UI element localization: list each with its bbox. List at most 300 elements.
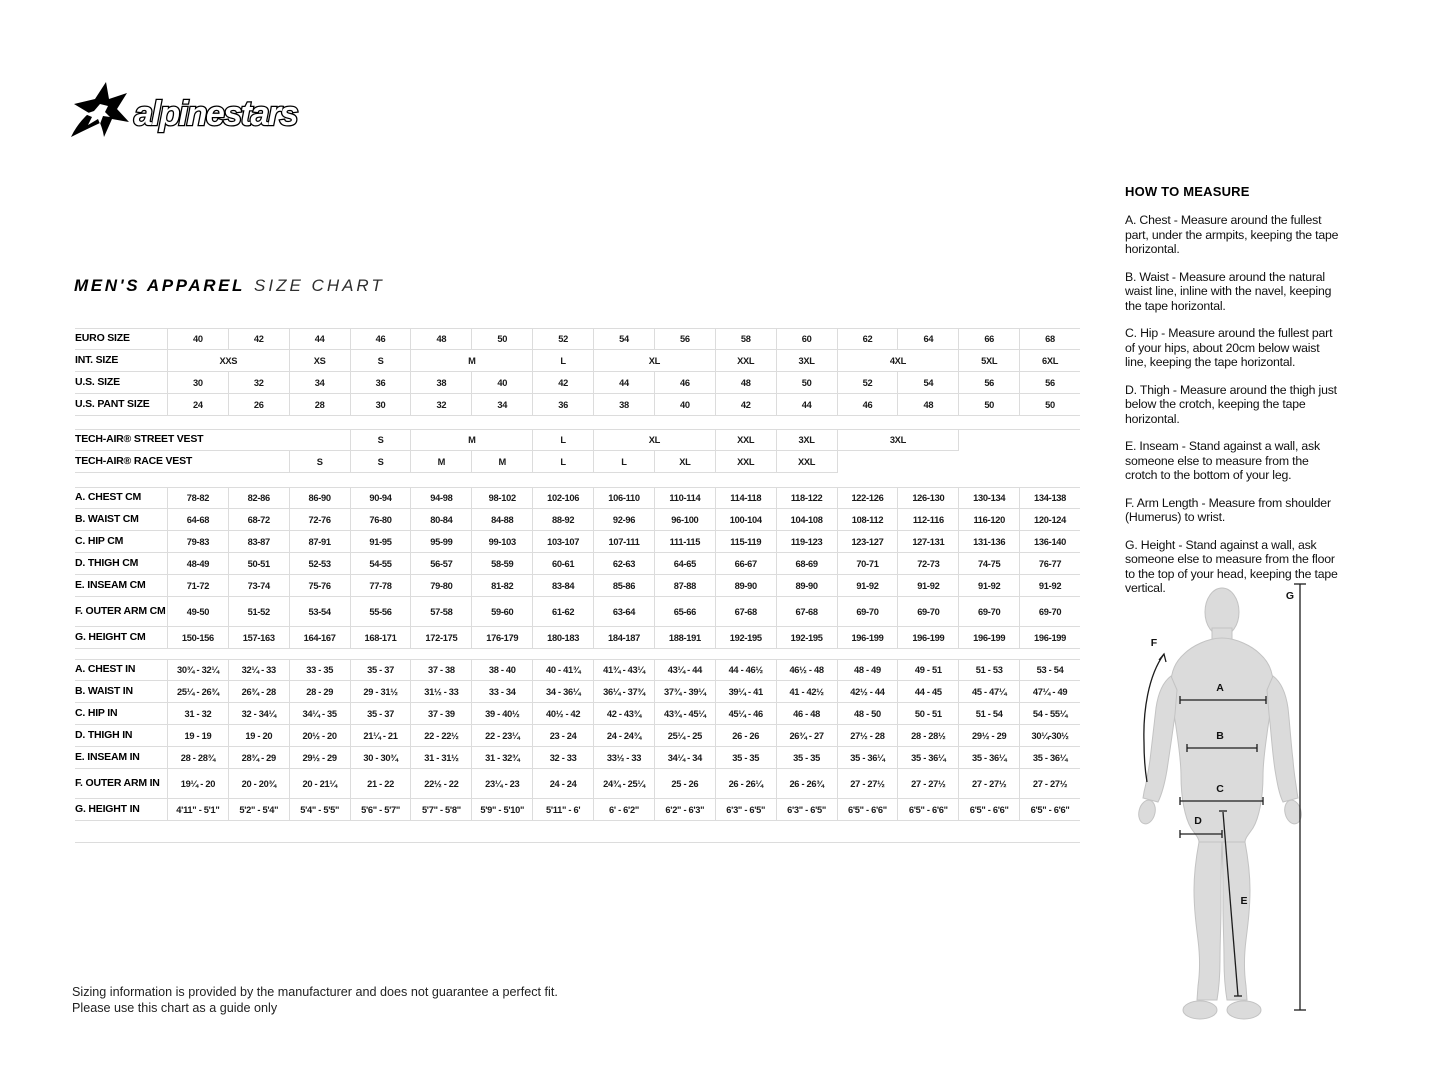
size-cell: 3XL: [837, 429, 959, 451]
table-row: [75, 509, 1080, 531]
size-cell: 23 - 24: [532, 725, 593, 747]
size-cell: 36¼ - 37¾: [593, 681, 654, 703]
size-cell: 21¼ - 21: [350, 725, 411, 747]
size-cell: 27 - 27½: [1019, 769, 1080, 799]
size-cell: 91-92: [958, 575, 1019, 597]
size-cell: XL: [654, 451, 715, 473]
row-label: G. HEIGHT CM: [75, 627, 167, 649]
size-cell: 41¾ - 43¼: [593, 659, 654, 681]
table-row: [75, 451, 1080, 473]
size-cell: 126-130: [897, 487, 958, 509]
size-cell: 4'11" - 5'1": [167, 799, 228, 821]
size-cell: 25¼ - 26¾: [167, 681, 228, 703]
size-cell: 65-66: [654, 597, 715, 627]
size-cell: 42: [532, 372, 593, 394]
size-cell: 87-88: [654, 575, 715, 597]
row-label: A. CHEST IN: [75, 659, 167, 681]
size-cell: 56: [1019, 372, 1080, 394]
size-cell: 38: [593, 394, 654, 416]
size-cell: 76-77: [1019, 553, 1080, 575]
size-cell: 6'3" - 6'5": [715, 799, 776, 821]
size-cell: 89-90: [715, 575, 776, 597]
size-cell: 40 - 41¾: [532, 659, 593, 681]
size-cell: 39 - 40½: [471, 703, 532, 725]
size-cell: 192-195: [776, 627, 837, 649]
size-cell: 29½ - 29: [289, 747, 350, 769]
size-cell: 5'7" - 5'8": [410, 799, 471, 821]
size-cell: 50: [958, 394, 1019, 416]
size-cell: 45 - 47¼: [958, 681, 1019, 703]
size-cell: 35 - 36¼: [897, 747, 958, 769]
size-cell: 157-163: [228, 627, 289, 649]
size-cell: 48: [410, 328, 471, 350]
size-cell: 19 - 19: [167, 725, 228, 747]
size-cell: 55-56: [350, 597, 411, 627]
size-cell: XS: [289, 350, 350, 372]
table-row: [75, 703, 1080, 725]
row-label: F. OUTER ARM IN: [75, 769, 167, 799]
size-cell: M: [471, 451, 532, 473]
size-cell: 196-199: [1019, 627, 1080, 649]
size-cell: 66-67: [715, 553, 776, 575]
size-cell: 46: [350, 328, 411, 350]
how-to-measure-panel: [1125, 184, 1341, 609]
row-label: A. CHEST CM: [75, 487, 167, 509]
measure-instruction-inseam: E. Inseam - Stand against a wall, ask someone else to measure from the crotch to the bottom of your leg.: [1125, 439, 1320, 482]
size-cell: 69-70: [958, 597, 1019, 627]
disclaimer-line1: Sizing information is provided by the manufacturer and does not guarantee a perfect fit.: [72, 985, 558, 999]
size-cell: 44 - 46½: [715, 659, 776, 681]
size-cell: 56: [654, 328, 715, 350]
size-cell: 36: [532, 394, 593, 416]
size-cell: 88-92: [532, 509, 593, 531]
size-cell: 116-120: [958, 509, 1019, 531]
size-cell: 6' - 6'2": [593, 799, 654, 821]
size-cell: 20½ - 20: [289, 725, 350, 747]
size-cell: 76-80: [350, 509, 411, 531]
size-cell: 28¾ - 29: [228, 747, 289, 769]
size-cell: 37 - 38: [410, 659, 471, 681]
size-cell: 68-69: [776, 553, 837, 575]
size-cell: 20 - 21¼: [289, 769, 350, 799]
label-hip: C: [1216, 783, 1224, 795]
size-cell: [167, 821, 1080, 843]
table-row: [75, 394, 1080, 416]
size-cell: 24 - 24¾: [593, 725, 654, 747]
size-table: [75, 328, 1080, 843]
size-cell: 47¼ - 49: [1019, 681, 1080, 703]
size-cell: 22 - 22½: [410, 725, 471, 747]
size-cell: 82-86: [228, 487, 289, 509]
size-cell: 34: [471, 394, 532, 416]
size-cell: 46 - 48: [776, 703, 837, 725]
size-cell: 5'11" - 6': [532, 799, 593, 821]
label-thigh: D: [1194, 815, 1202, 827]
size-cell: XXL: [715, 451, 776, 473]
size-cell: 41 - 42½: [776, 681, 837, 703]
size-cell: 24 - 24: [532, 769, 593, 799]
size-cell: 77-78: [350, 575, 411, 597]
table-row: [75, 429, 1080, 451]
size-cell: 34: [289, 372, 350, 394]
label-arm: F: [1150, 637, 1158, 649]
size-cell: 22½ - 22: [410, 769, 471, 799]
size-cell: 69-70: [897, 597, 958, 627]
row-label: E. INSEAM CM: [75, 575, 167, 597]
size-cell: 130-134: [958, 487, 1019, 509]
size-cell: 32: [228, 372, 289, 394]
size-cell: 58: [715, 328, 776, 350]
label-chest: A: [1216, 682, 1224, 694]
size-cell: 27 - 27½: [958, 769, 1019, 799]
table-row: [75, 769, 1080, 799]
size-cell: 51-52: [228, 597, 289, 627]
table-row: [75, 725, 1080, 747]
size-cell: 110-114: [654, 487, 715, 509]
size-cell: 81-82: [471, 575, 532, 597]
size-cell: 49 - 51: [897, 659, 958, 681]
table-row: [75, 821, 1080, 843]
size-cell: S: [350, 451, 411, 473]
size-cell: 48: [715, 372, 776, 394]
size-cell: 44 - 45: [897, 681, 958, 703]
size-cell: 106-110: [593, 487, 654, 509]
size-cell: 27 - 27½: [837, 769, 898, 799]
row-label: B. WAIST IN: [75, 681, 167, 703]
page-title: [74, 276, 385, 296]
row-label: D. THIGH CM: [75, 553, 167, 575]
size-cell: 33 - 34: [471, 681, 532, 703]
size-cell: 48 - 50: [837, 703, 898, 725]
size-cell: 20 - 20¾: [228, 769, 289, 799]
size-cell: 95-99: [410, 531, 471, 553]
size-cell: 35 - 36¼: [958, 747, 1019, 769]
size-cell: 54: [593, 328, 654, 350]
table-row: [75, 681, 1080, 703]
size-cell: 46½ - 48: [776, 659, 837, 681]
size-cell: 26¾ - 27: [776, 725, 837, 747]
size-cell: 87-91: [289, 531, 350, 553]
size-cell: 42: [715, 394, 776, 416]
size-cell: 108-112: [837, 509, 898, 531]
size-cell: 72-73: [897, 553, 958, 575]
size-cell: 3XL: [776, 350, 837, 372]
row-label: TECH-AIR® STREET VEST: [75, 429, 167, 451]
size-cell: 26¾ - 28: [228, 681, 289, 703]
measure-instruction-hip: C. Hip - Measure around the fullest part of your hips, about 20cm below waist line, keeping the tape horizontal.: [1125, 326, 1333, 369]
size-cell: 70-71: [837, 553, 898, 575]
size-cell: 188-191: [654, 627, 715, 649]
size-cell: 79-83: [167, 531, 228, 553]
size-cell: 40: [654, 394, 715, 416]
size-cell: 48-49: [167, 553, 228, 575]
size-cell: 5'2" - 5'4": [228, 799, 289, 821]
size-cell: 68: [1019, 328, 1080, 350]
size-cell: 6'2" - 6'3": [654, 799, 715, 821]
size-cell: 50 - 51: [897, 703, 958, 725]
size-cell: L: [532, 429, 593, 451]
size-cell: 6'5" - 6'6": [837, 799, 898, 821]
size-cell: 5XL: [958, 350, 1019, 372]
page-title-sub: SIZE CHART: [254, 276, 385, 295]
size-cell: 26 - 26: [715, 725, 776, 747]
size-cell: 5'4" - 5'5": [289, 799, 350, 821]
size-cell: 92-96: [593, 509, 654, 531]
size-cell: 49-50: [167, 597, 228, 627]
size-cell: 30: [167, 372, 228, 394]
size-cell: 83-84: [532, 575, 593, 597]
size-cell: S: [350, 429, 411, 451]
size-cell: 83-87: [228, 531, 289, 553]
size-cell: 5'9" - 5'10": [471, 799, 532, 821]
row-label: INT. SIZE: [75, 350, 167, 372]
body-measurement-diagram: [1130, 572, 1310, 1024]
size-cell: 85-86: [593, 575, 654, 597]
size-cell: 25 - 26: [654, 769, 715, 799]
size-cell: 64-65: [654, 553, 715, 575]
size-cell: 32 - 34¼: [228, 703, 289, 725]
size-cell: 26: [228, 394, 289, 416]
size-cell: 28: [289, 394, 350, 416]
size-cell: 37¾ - 39¼: [654, 681, 715, 703]
size-cell: 29½ - 29: [958, 725, 1019, 747]
size-cell: 56-57: [410, 553, 471, 575]
size-cell: 42½ - 44: [837, 681, 898, 703]
size-cell: 30¼-30½: [1019, 725, 1080, 747]
size-cell: 67-68: [776, 597, 837, 627]
size-cell: 33 - 35: [289, 659, 350, 681]
row-label: F. OUTER ARM CM: [75, 597, 167, 627]
size-cell: 50: [471, 328, 532, 350]
size-cell: 42 - 43¾: [593, 703, 654, 725]
size-cell: 44: [776, 394, 837, 416]
size-cell: 86-90: [289, 487, 350, 509]
row-label: C. HIP CM: [75, 531, 167, 553]
size-cell: 131-136: [958, 531, 1019, 553]
size-cell: 119-123: [776, 531, 837, 553]
size-cell: 75-76: [289, 575, 350, 597]
row-label: G. HEIGHT IN: [75, 799, 167, 821]
size-cell: 54 - 55¼: [1019, 703, 1080, 725]
size-cell: 31 - 31½: [410, 747, 471, 769]
size-cell: 99-103: [471, 531, 532, 553]
size-cell: 35 - 35: [715, 747, 776, 769]
size-cell: 192-195: [715, 627, 776, 649]
size-cell: 44: [593, 372, 654, 394]
size-cell: 42: [228, 328, 289, 350]
size-cell: 44: [289, 328, 350, 350]
size-cell: 68-72: [228, 509, 289, 531]
table-row: [75, 659, 1080, 681]
size-cell: 28 - 29: [289, 681, 350, 703]
size-cell: 164-167: [289, 627, 350, 649]
size-cell: 38: [410, 372, 471, 394]
size-cell: 58-59: [471, 553, 532, 575]
size-cell: 91-92: [1019, 575, 1080, 597]
size-cell: 120-124: [1019, 509, 1080, 531]
size-cell: 103-107: [532, 531, 593, 553]
size-cell: 62: [837, 328, 898, 350]
size-cell: 50: [776, 372, 837, 394]
size-cell: 52: [837, 372, 898, 394]
size-cell: 54-55: [350, 553, 411, 575]
size-cell: 48: [897, 394, 958, 416]
size-cell: 69-70: [837, 597, 898, 627]
size-cell: 59-60: [471, 597, 532, 627]
size-cell: 112-116: [897, 509, 958, 531]
size-cell: XXS: [167, 350, 289, 372]
size-cell: 40: [167, 328, 228, 350]
table-row: [75, 350, 1080, 372]
size-cell: 196-199: [958, 627, 1019, 649]
size-cell: XXL: [715, 429, 776, 451]
row-label: EURO SIZE: [75, 328, 167, 350]
size-cell: 56: [958, 372, 1019, 394]
row-label: TECH-AIR® RACE VEST: [75, 451, 167, 473]
size-cell: 35 - 36¼: [1019, 747, 1080, 769]
size-cell: 64-68: [167, 509, 228, 531]
size-cell: 150-156: [167, 627, 228, 649]
size-cell: 34¼ - 34: [654, 747, 715, 769]
size-cell: 172-175: [410, 627, 471, 649]
size-cell: 107-111: [593, 531, 654, 553]
size-cell: 89-90: [776, 575, 837, 597]
size-cell: 5'6" - 5'7": [350, 799, 411, 821]
size-cell: 40: [471, 372, 532, 394]
size-cell: 53 - 54: [1019, 659, 1080, 681]
size-cell: L: [532, 451, 593, 473]
row-label: [75, 821, 167, 843]
size-cell: 34¼ - 35: [289, 703, 350, 725]
size-cell: 31 - 32¾: [471, 747, 532, 769]
size-cell: 90-94: [350, 487, 411, 509]
table-row: [75, 553, 1080, 575]
size-cell: 100-104: [715, 509, 776, 531]
size-cell: [837, 451, 1080, 473]
table-row: [75, 597, 1080, 627]
measure-instruction-height: G. Height - Stand against a wall, ask someone else to measure from the floor to the top of your head, keeping the tape vertical.: [1125, 537, 1338, 595]
table-section-sizes: [75, 328, 1080, 416]
size-cell: [228, 451, 289, 473]
size-cell: 91-92: [897, 575, 958, 597]
size-cell: 50-51: [228, 553, 289, 575]
disclaimer-line2: Please use this chart as a guide only: [72, 1001, 278, 1016]
row-label: E. INSEAM IN: [75, 747, 167, 769]
how-to-measure-heading: HOW TO MEASURE: [1125, 184, 1250, 199]
size-cell: 111-115: [654, 531, 715, 553]
size-cell: L: [532, 350, 593, 372]
size-cell: 118-122: [776, 487, 837, 509]
size-cell: XL: [593, 429, 715, 451]
size-cell: 60-61: [532, 553, 593, 575]
size-cell: [958, 429, 1080, 451]
size-cell: 34 - 36¼: [532, 681, 593, 703]
size-cell: 6'5" - 6'6": [897, 799, 958, 821]
row-label: C. HIP IN: [75, 703, 167, 725]
size-cell: 32¼ - 33: [228, 659, 289, 681]
label-height: G: [1285, 590, 1295, 602]
table-row: [75, 372, 1080, 394]
size-cell: 63-64: [593, 597, 654, 627]
size-cell: 22 - 23¼: [471, 725, 532, 747]
size-cell: 31½ - 33: [410, 681, 471, 703]
alpinestars-logo: [70, 80, 325, 140]
size-cell: M: [410, 429, 532, 451]
size-cell: 3XL: [776, 429, 837, 451]
size-cell: 45¼ - 46: [715, 703, 776, 725]
row-label: D. THIGH IN: [75, 725, 167, 747]
size-cell: 122-126: [837, 487, 898, 509]
size-cell: 52-53: [289, 553, 350, 575]
size-cell: 71-72: [167, 575, 228, 597]
size-cell: 30 - 30¾: [350, 747, 411, 769]
disclaimer: [72, 984, 558, 1016]
size-cell: 29 - 31½: [350, 681, 411, 703]
size-cell: 98-102: [471, 487, 532, 509]
size-cell: 64: [897, 328, 958, 350]
size-cell: 35 - 35: [776, 747, 837, 769]
size-cell: 115-119: [715, 531, 776, 553]
size-cell: 32: [410, 394, 471, 416]
size-cell: 23¼ - 23: [471, 769, 532, 799]
size-cell: 4XL: [837, 350, 959, 372]
measure-instruction-thigh: D. Thigh - Measure around the thigh just below the crotch, keeping the tape horizontal.: [1125, 382, 1337, 426]
size-cell: 69-70: [1019, 597, 1080, 627]
size-cell: 24: [167, 394, 228, 416]
size-cell: 60: [776, 328, 837, 350]
size-cell: 168-171: [350, 627, 411, 649]
size-cell: 54: [897, 372, 958, 394]
size-cell: 102-106: [532, 487, 593, 509]
size-cell: S: [289, 451, 350, 473]
table-section-tech_air: [75, 429, 1080, 473]
table-row: [75, 575, 1080, 597]
size-cell: 30¾ - 32¼: [167, 659, 228, 681]
size-cell: 27 - 27½: [897, 769, 958, 799]
size-cell: 51 - 53: [958, 659, 1019, 681]
table-row: [75, 799, 1080, 821]
table-section-in: [75, 659, 1080, 843]
size-cell: 91-95: [350, 531, 411, 553]
page-title-main: MEN'S APPAREL: [74, 276, 246, 295]
size-cell: 32 - 33: [532, 747, 593, 769]
table-row: [75, 328, 1080, 350]
row-label: U.S. SIZE: [75, 372, 167, 394]
size-cell: 6XL: [1019, 350, 1080, 372]
measure-instruction-chest: A. Chest - Measure around the fullest part, under the armpits, keeping the tape horizontal.: [1125, 213, 1339, 256]
size-cell: 94-98: [410, 487, 471, 509]
size-cell: 74-75: [958, 553, 1019, 575]
size-cell: 48 - 49: [837, 659, 898, 681]
size-cell: M: [410, 350, 532, 372]
size-cell: XXL: [776, 451, 837, 473]
size-cell: 61-62: [532, 597, 593, 627]
table-row: [75, 531, 1080, 553]
size-cell: 36: [350, 372, 411, 394]
size-cell: 91-92: [837, 575, 898, 597]
size-cell: 96-100: [654, 509, 715, 531]
size-cell: 136-140: [1019, 531, 1080, 553]
label-waist: B: [1216, 730, 1224, 742]
table-row: [75, 747, 1080, 769]
size-cell: 26 - 26¾: [776, 769, 837, 799]
label-inseam: E: [1240, 895, 1248, 907]
size-cell: 52: [532, 328, 593, 350]
size-cell: 35 - 36¼: [837, 747, 898, 769]
size-cell: 176-179: [471, 627, 532, 649]
size-cell: 180-183: [532, 627, 593, 649]
size-cell: 184-187: [593, 627, 654, 649]
